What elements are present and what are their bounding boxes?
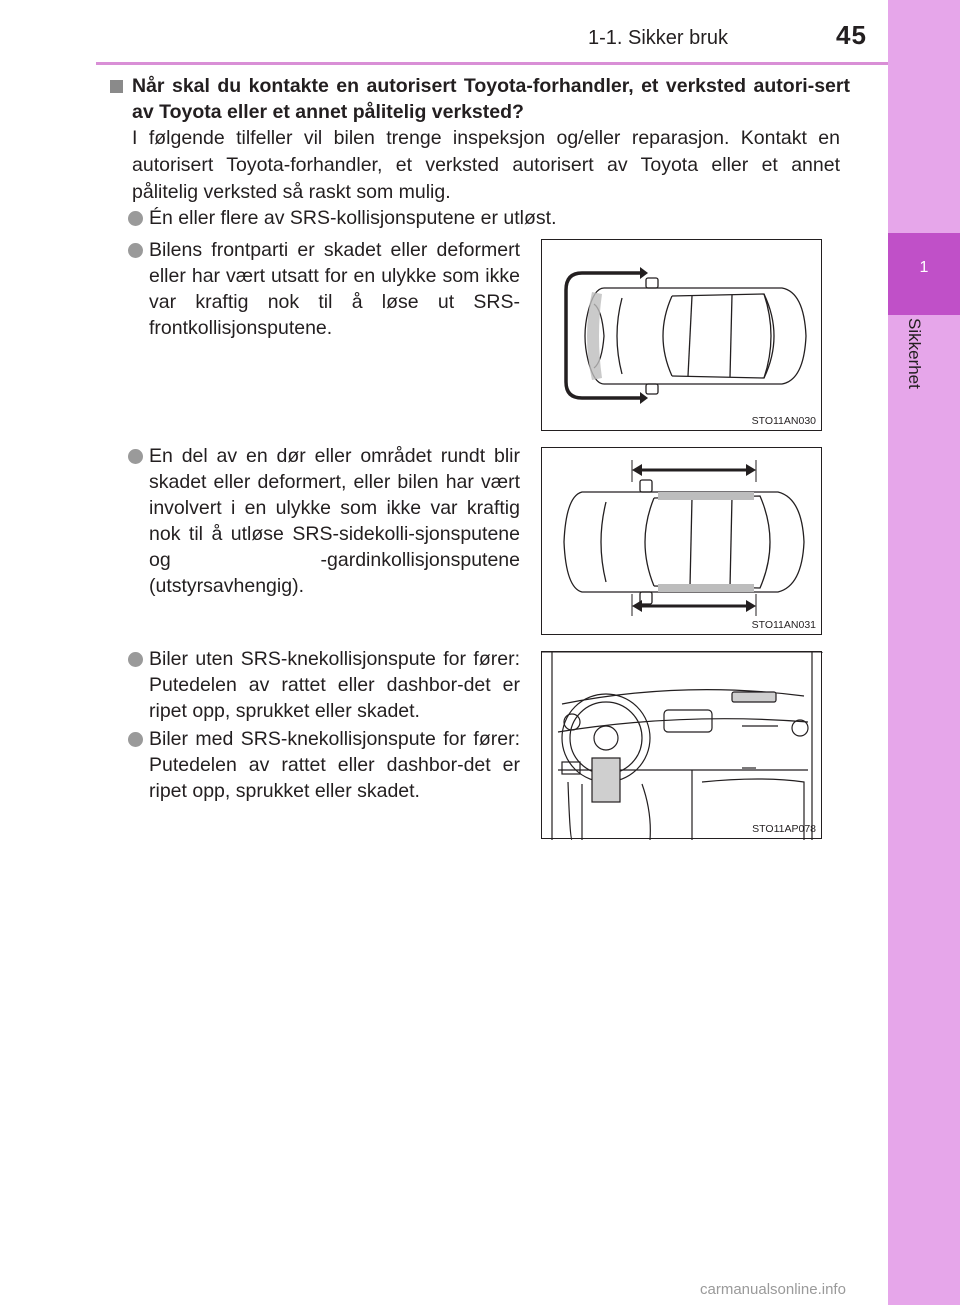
bullet-item: Bilens frontparti er skadet eller deformert eller har vært utsatt for en ulykke som ikke var kraftig nok til å løse ut SRS-frontkollisjonsputene. <box>128 237 520 341</box>
figure-interior <box>541 651 822 839</box>
bullet-item: En del av en dør eller området rundt blir skadet eller deformert, eller bilen har vært involvert i en ulykke som ikke var kraftig nok til å utløse SRS-sidekolli-sjonsputene og -gardinkollisjonsputene (utstyrsavhengig). <box>128 443 520 599</box>
chapter-label: Sikkerhet <box>905 318 924 389</box>
figure-label: STO11AN030 <box>751 415 816 427</box>
bullet-item: Biler med SRS-knekollisjonspute for fører: Putedelen av rattet eller dashbor-det er ripet opp, sprukket eller skadet. <box>128 726 520 804</box>
page-number: 45 <box>836 20 867 50</box>
bullet-item: Én eller flere av SRS-kollisjonsputene er utløst. <box>128 205 588 231</box>
chapter-side-tab <box>888 0 960 1305</box>
intro-paragraph: I følgende tilfeller vil bilen trenge inspeksjon og/eller reparasjon. Kontakt en autorisert Toyota-forhandler, et verksted autorisert av Toyota eller et annet pålitelig verksted så raskt som mulig. <box>132 127 840 203</box>
car-top-view-side-icon <box>542 448 823 636</box>
circle-bullet-icon <box>128 449 143 464</box>
car-top-view-icon <box>542 240 823 432</box>
header-rule <box>96 62 888 65</box>
circle-bullet-icon <box>128 732 143 747</box>
watermark-text: carmanualsonline.info <box>700 1281 846 1298</box>
chapter-number: 1 <box>919 259 929 276</box>
figure-label: STO11AN031 <box>751 619 816 631</box>
figure-side-impact <box>541 447 822 635</box>
circle-bullet-icon <box>128 243 143 258</box>
figure-label: STO11AP078 <box>752 823 816 835</box>
square-bullet-icon <box>110 80 123 93</box>
section-title: 1-1. Sikker bruk <box>588 27 729 49</box>
circle-bullet-icon <box>128 652 143 667</box>
car-interior-icon <box>542 652 823 840</box>
figure-front-impact <box>541 239 822 431</box>
question-heading: Når skal du kontakte en autorisert Toyota-forhandler, et verksted autori-sert av Toyota eller et annet pålitelig verksted? <box>110 74 850 125</box>
circle-bullet-icon <box>128 211 143 226</box>
bullet-item: Biler uten SRS-knekollisjonspute for fører: Putedelen av rattet eller dashbor-det er ripet opp, sprukket eller skadet. <box>128 646 520 724</box>
